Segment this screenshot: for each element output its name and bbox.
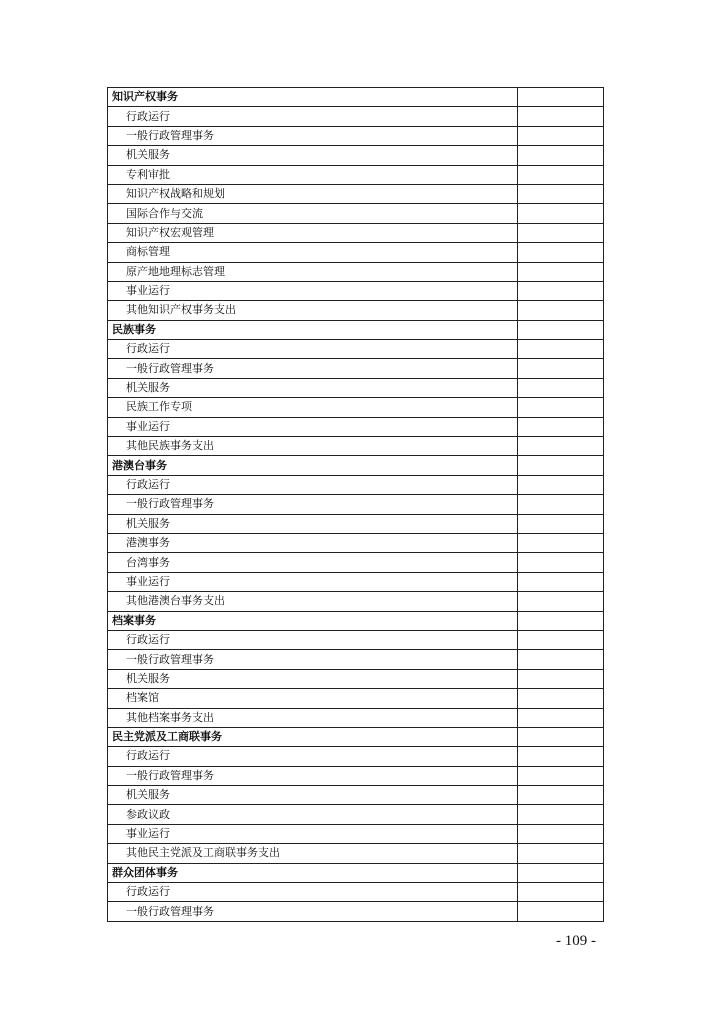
category-row <box>108 863 604 882</box>
item-name-cell: 其他民族事务支出 <box>108 437 518 456</box>
item-row <box>108 533 604 552</box>
item-name-cell: 一般行政管理事务 <box>108 902 518 921</box>
category-row <box>108 456 604 475</box>
item-row <box>108 514 604 533</box>
item-name-cell: 一般行政管理事务 <box>108 495 518 514</box>
category-name-cell: 知识产权事务 <box>108 88 518 107</box>
item-row <box>108 553 604 572</box>
amount-cell <box>518 727 604 746</box>
amount-cell <box>518 689 604 708</box>
item-row <box>108 107 604 126</box>
item-name-cell: 事业运行 <box>108 824 518 843</box>
item-row <box>108 689 604 708</box>
item-row <box>108 378 604 397</box>
item-name-cell: 民族工作专项 <box>108 398 518 417</box>
amount-cell <box>518 165 604 184</box>
item-row <box>108 243 604 262</box>
item-row <box>108 630 604 649</box>
item-row <box>108 281 604 300</box>
page-number: - 109 - <box>556 933 596 949</box>
item-row <box>108 417 604 436</box>
amount-cell <box>518 592 604 611</box>
item-name-cell: 一般行政管理事务 <box>108 766 518 785</box>
item-row <box>108 340 604 359</box>
item-row <box>108 747 604 766</box>
amount-cell <box>518 708 604 727</box>
item-row <box>108 359 604 378</box>
item-name-cell: 机关服务 <box>108 669 518 688</box>
amount-cell <box>518 417 604 436</box>
item-row <box>108 766 604 785</box>
category-row <box>108 611 604 630</box>
amount-cell <box>518 437 604 456</box>
item-row <box>108 844 604 863</box>
amount-cell <box>518 184 604 203</box>
item-name-cell: 机关服务 <box>108 514 518 533</box>
item-name-cell: 参政议政 <box>108 805 518 824</box>
amount-cell <box>518 805 604 824</box>
amount-cell <box>518 514 604 533</box>
amount-cell <box>518 747 604 766</box>
amount-cell <box>518 766 604 785</box>
item-row <box>108 902 604 921</box>
item-name-cell: 其他知识产权事务支出 <box>108 301 518 320</box>
item-row <box>108 165 604 184</box>
item-name-cell: 国际合作与交流 <box>108 204 518 223</box>
category-name-cell: 民主党派及工商联事务 <box>108 727 518 746</box>
amount-cell <box>518 669 604 688</box>
category-row <box>108 320 604 339</box>
item-row <box>108 708 604 727</box>
amount-cell <box>518 611 604 630</box>
amount-cell <box>518 650 604 669</box>
amount-cell <box>518 844 604 863</box>
category-name-cell: 民族事务 <box>108 320 518 339</box>
amount-cell <box>518 398 604 417</box>
category-row <box>108 727 604 746</box>
amount-cell <box>518 262 604 281</box>
item-row <box>108 223 604 242</box>
item-row <box>108 437 604 456</box>
item-row <box>108 592 604 611</box>
amount-cell <box>518 320 604 339</box>
item-name-cell: 行政运行 <box>108 475 518 494</box>
item-row <box>108 301 604 320</box>
amount-cell <box>518 107 604 126</box>
budget-table <box>107 87 604 922</box>
amount-cell <box>518 863 604 882</box>
amount-cell <box>518 824 604 843</box>
item-name-cell: 一般行政管理事务 <box>108 359 518 378</box>
amount-cell <box>518 243 604 262</box>
item-row <box>108 824 604 843</box>
item-row <box>108 262 604 281</box>
item-row <box>108 398 604 417</box>
item-row <box>108 572 604 591</box>
item-name-cell: 其他档案事务支出 <box>108 708 518 727</box>
item-name-cell: 事业运行 <box>108 281 518 300</box>
item-name-cell: 商标管理 <box>108 243 518 262</box>
item-row <box>108 184 604 203</box>
amount-cell <box>518 126 604 145</box>
table-body <box>108 88 604 922</box>
item-row <box>108 126 604 145</box>
amount-cell <box>518 456 604 475</box>
amount-cell <box>518 359 604 378</box>
amount-cell <box>518 88 604 107</box>
item-row <box>108 669 604 688</box>
item-name-cell: 知识产权宏观管理 <box>108 223 518 242</box>
amount-cell <box>518 902 604 921</box>
category-row <box>108 88 604 107</box>
item-name-cell: 原产地地理标志管理 <box>108 262 518 281</box>
item-row <box>108 883 604 902</box>
amount-cell <box>518 630 604 649</box>
amount-cell <box>518 204 604 223</box>
item-name-cell: 专利审批 <box>108 165 518 184</box>
amount-cell <box>518 883 604 902</box>
amount-cell <box>518 786 604 805</box>
item-row <box>108 805 604 824</box>
item-name-cell: 行政运行 <box>108 747 518 766</box>
amount-cell <box>518 146 604 165</box>
category-name-cell: 群众团体事务 <box>108 863 518 882</box>
item-name-cell: 行政运行 <box>108 340 518 359</box>
amount-cell <box>518 223 604 242</box>
item-row <box>108 650 604 669</box>
amount-cell <box>518 281 604 300</box>
item-name-cell: 一般行政管理事务 <box>108 126 518 145</box>
amount-cell <box>518 340 604 359</box>
item-row <box>108 495 604 514</box>
item-name-cell: 台湾事务 <box>108 553 518 572</box>
item-name-cell: 档案馆 <box>108 689 518 708</box>
item-row <box>108 786 604 805</box>
item-name-cell: 机关服务 <box>108 378 518 397</box>
item-name-cell: 一般行政管理事务 <box>108 650 518 669</box>
item-row <box>108 204 604 223</box>
amount-cell <box>518 495 604 514</box>
item-name-cell: 事业运行 <box>108 572 518 591</box>
item-name-cell: 其他民主党派及工商联事务支出 <box>108 844 518 863</box>
item-name-cell: 事业运行 <box>108 417 518 436</box>
item-row <box>108 475 604 494</box>
item-name-cell: 行政运行 <box>108 107 518 126</box>
amount-cell <box>518 475 604 494</box>
amount-cell <box>518 572 604 591</box>
amount-cell <box>518 378 604 397</box>
item-name-cell: 行政运行 <box>108 883 518 902</box>
item-name-cell: 行政运行 <box>108 630 518 649</box>
item-name-cell: 机关服务 <box>108 146 518 165</box>
item-name-cell: 知识产权战略和规划 <box>108 184 518 203</box>
category-name-cell: 档案事务 <box>108 611 518 630</box>
category-name-cell: 港澳台事务 <box>108 456 518 475</box>
item-name-cell: 港澳事务 <box>108 533 518 552</box>
item-name-cell: 机关服务 <box>108 786 518 805</box>
amount-cell <box>518 301 604 320</box>
item-name-cell: 其他港澳台事务支出 <box>108 592 518 611</box>
amount-cell <box>518 553 604 572</box>
amount-cell <box>518 533 604 552</box>
item-row <box>108 146 604 165</box>
